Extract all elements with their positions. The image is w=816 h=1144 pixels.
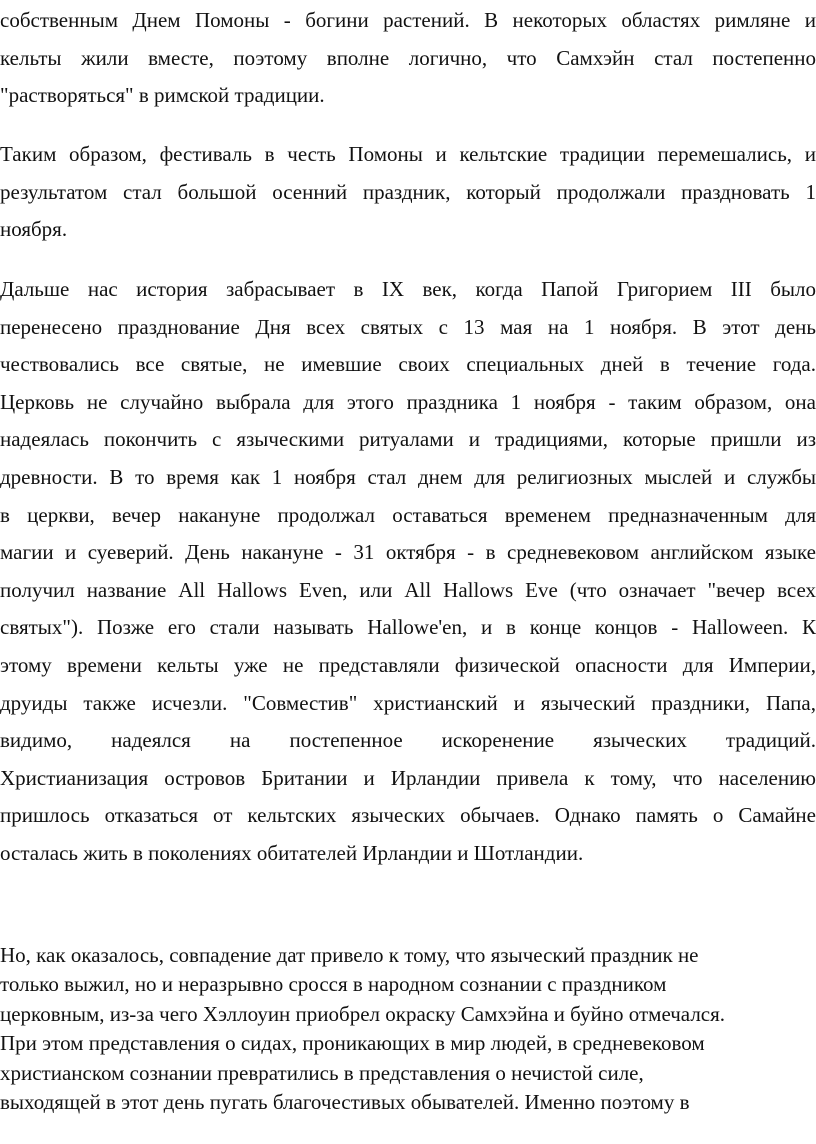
- text-line: Дальше нас история забрасывает в IX век, когда Папой Григорием III было: [0, 277, 816, 301]
- text-line: только выжил, но и неразрывно сросся в народном сознании с праздником: [0, 972, 667, 997]
- text-line: чествовались все святые, не имевшие своих специальных дней в течение года.: [0, 352, 816, 377]
- paragraph-4: [0, 941, 816, 1117]
- text-line: кельты жили вместе, поэтому вполне логично, что Самхэйн стал постепенно: [0, 45, 816, 70]
- paragraph-2: [0, 136, 816, 249]
- text-line: Таким образом, фестиваль в честь Помоны и кельтские традиции перемешались, и: [0, 142, 816, 166]
- text-line: этому времени кельты уже не представляли физической опасности для Империи,: [0, 652, 816, 677]
- paragraph-1: [0, 2, 816, 115]
- text-line: осталась жить в поколениях обитателей Ирландии и Шотландии.: [0, 840, 584, 865]
- text-line: ноября.: [0, 217, 68, 242]
- text-line: "растворяться" в римской традиции.: [0, 83, 325, 108]
- text-line: перенесено празднование Дня всех святых с 13 мая на 1 ноября. В этот день: [0, 314, 816, 339]
- text-line: При этом представления о сидах, проникающих в мир людей, в средневековом: [0, 1031, 705, 1056]
- text-line: получил название All Hallows Even, или All Hallows Eve (что означает "вечер всех: [0, 577, 816, 602]
- text-line: собственным Днем Помоны - богини растений. В некоторых областях римляне и: [0, 8, 816, 32]
- text-line: церковным, из-за чего Хэллоуин приобрел окраску Самхэйна и буйно отмечался.: [0, 1001, 726, 1026]
- text-line: выходящей в этот день пугать благочестивых обывателей. Именно поэтому в: [0, 1089, 690, 1114]
- text-line: друиды также исчезли. "Совместив" христианский и языческий праздники, Папа,: [0, 690, 816, 715]
- text-line: христианском сознании превратились в представления о нечистой силе,: [0, 1060, 644, 1085]
- text-line: надеялась покончить с языческими ритуалами и традициями, которые пришли из: [0, 427, 816, 452]
- paragraph-3: [0, 271, 816, 873]
- text-line: в церкви, вечер накануне продолжал оставаться временем предназначенным для: [0, 502, 816, 527]
- text-line: магии и суеверий. День накануне - 31 октября - в средневековом английском языке: [0, 540, 816, 565]
- text-line: видимо, надеялся на постепенное искоренение языческих традиций.: [0, 728, 816, 753]
- text-line: пришлось отказаться от кельтских языческих обычаев. Однако память о Самайне: [0, 803, 816, 828]
- text-line: Церковь не случайно выбрала для этого праздника 1 ноября - таким образом, она: [0, 389, 816, 414]
- text-line: древности. В то время как 1 ноября стал днем для религиозных мыслей и службы: [0, 464, 816, 489]
- text-line: Христианизация островов Британии и Ирландии привела к тому, что населению: [0, 765, 816, 790]
- text-line: результатом стал большой осенний праздник, который продолжали праздновать 1: [0, 179, 816, 204]
- text-line: святых"). Позже его стали называть Hallowe'en, и в конце концов - Halloween. К: [0, 615, 816, 640]
- text-line: Но, как оказалось, совпадение дат привело к тому, что языческий праздник не: [0, 943, 699, 967]
